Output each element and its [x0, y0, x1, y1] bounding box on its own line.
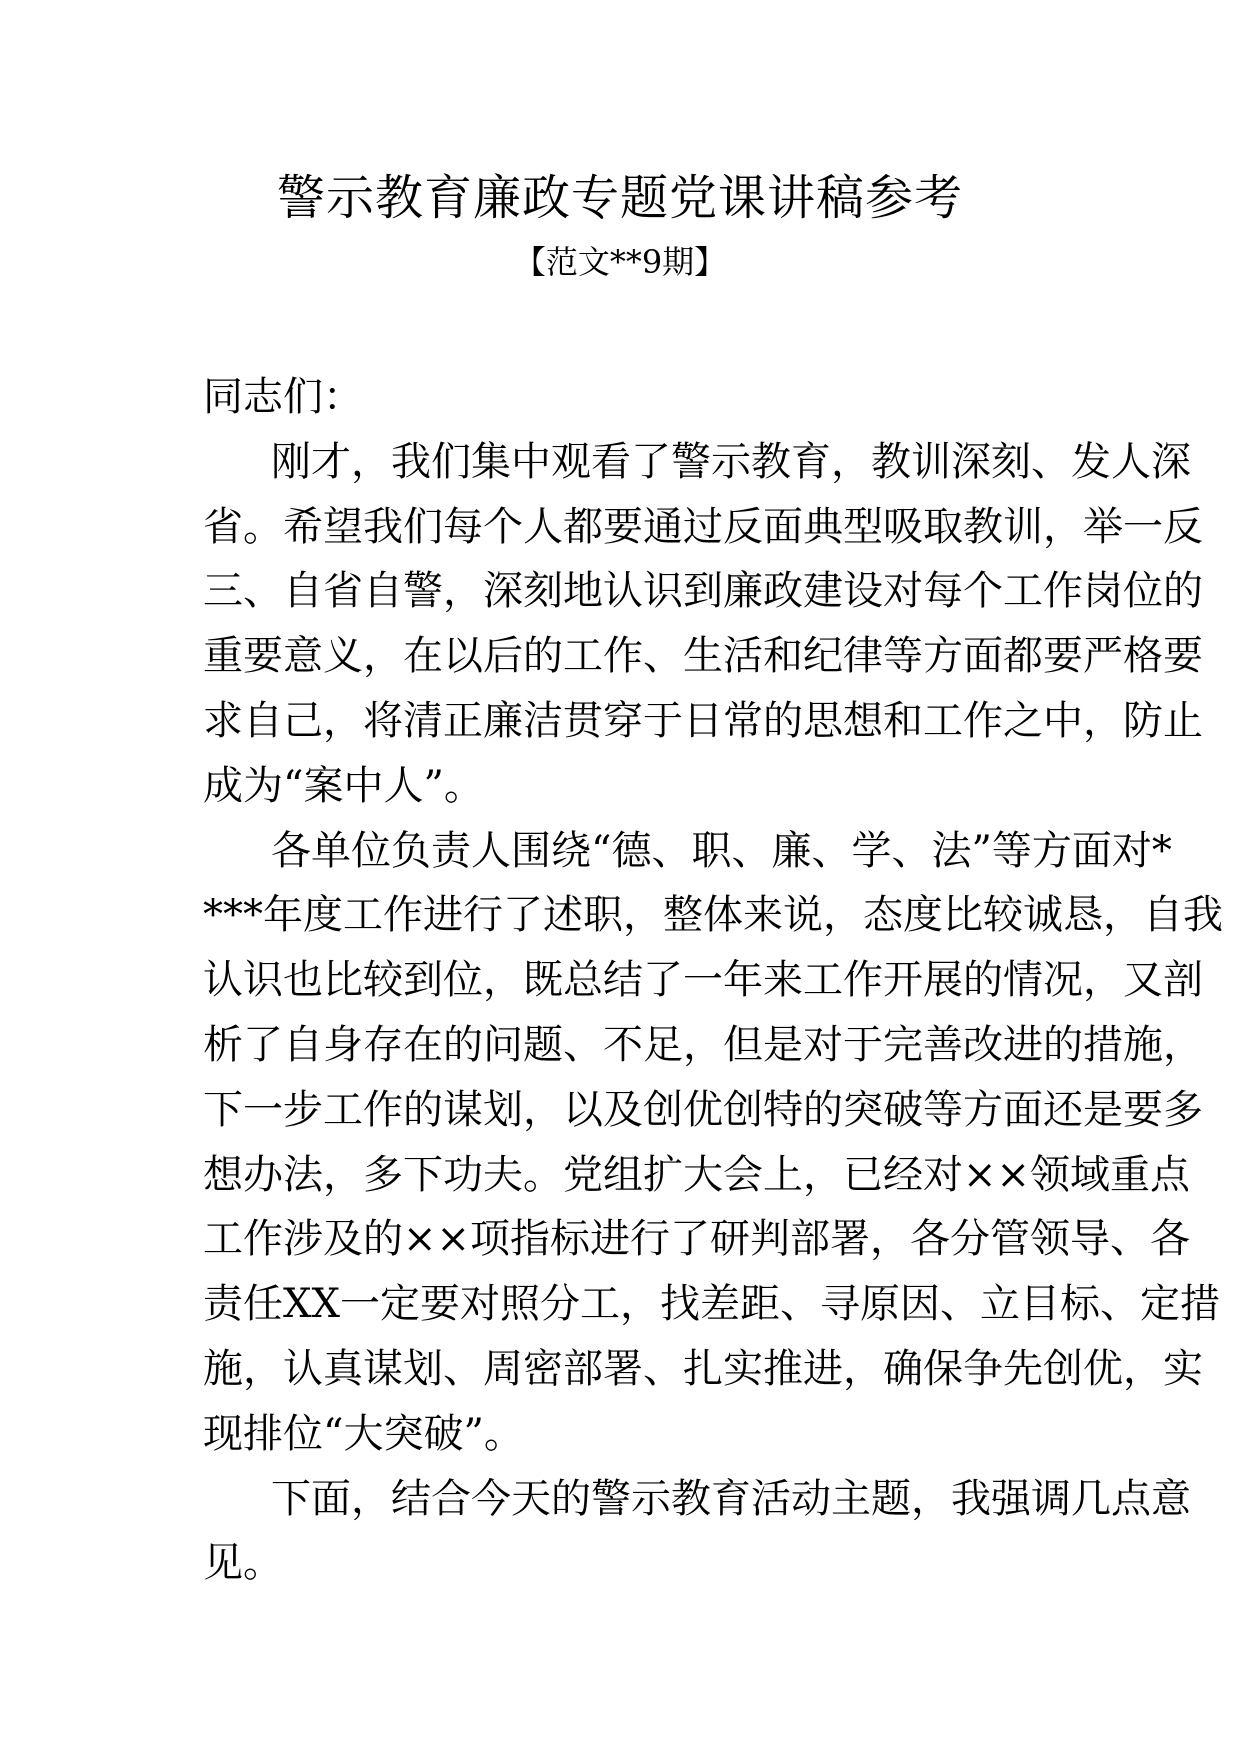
text-line: 省。希望我们每个人都要通过反面典型吸取教训，举一反 — [203, 503, 1203, 550]
text-line: ***年度工作进行了述职，整体来说，态度比较诚恳，自我 — [203, 892, 1223, 939]
text-line: 析了自身存在的问题、不足，但是对于完善改进的措施， — [203, 1021, 1203, 1068]
text-line: 责任XX一定要对照分工，找差距、寻原因、立目标、定措 — [203, 1281, 1220, 1328]
text-line: 求自己，将清正廉洁贯穿于日常的思想和工作之中，防止 — [203, 697, 1203, 744]
text-line: 施，认真谋划、周密部署、扎实推进，确保争先创优，实 — [203, 1345, 1203, 1392]
text-line: 重要意义，在以后的工作、生活和纪律等方面都要严格要 — [203, 633, 1203, 680]
text-line: 下面，结合今天的警示教育活动主题，我强调几点意 — [271, 1475, 1191, 1522]
document-subtitle: 【范文**9期】 — [513, 243, 727, 281]
text-line: 刚才，我们集中观看了警示教育，教训深刻、发人深 — [271, 438, 1191, 485]
paragraph-2 — [203, 819, 1223, 1467]
document-body — [203, 365, 1223, 1596]
document-title: 警示教育廉政专题党课讲稿参考 — [276, 170, 963, 226]
text-line: 现排位“大突破”。 — [203, 1410, 524, 1457]
text-line: 成为“案中人”。 — [203, 762, 484, 809]
text-line: 工作涉及的××项指标进行了研判部署，各分管领导、各 — [203, 1216, 1191, 1263]
text-line: 认识也比较到位，既总结了一年来工作开展的情况，又剖 — [203, 957, 1203, 1004]
text-line: 想办法，多下功夫。党组扩大会上，已经对××领域重点 — [203, 1151, 1191, 1198]
text-line: 下一步工作的谋划，以及创优创特的突破等方面还是要多 — [203, 1086, 1203, 1133]
text-line: 各单位负责人围绕“德、职、廉、学、法”等方面对* — [271, 827, 1172, 874]
text-line: 三、自省自警，深刻地认识到廉政建设对每个工作岗位的 — [203, 568, 1203, 615]
paragraph-1 — [203, 430, 1203, 819]
salutation: 同志们： — [203, 374, 363, 420]
paragraph-3 — [203, 1467, 1191, 1597]
text-line: 见。 — [203, 1540, 283, 1587]
